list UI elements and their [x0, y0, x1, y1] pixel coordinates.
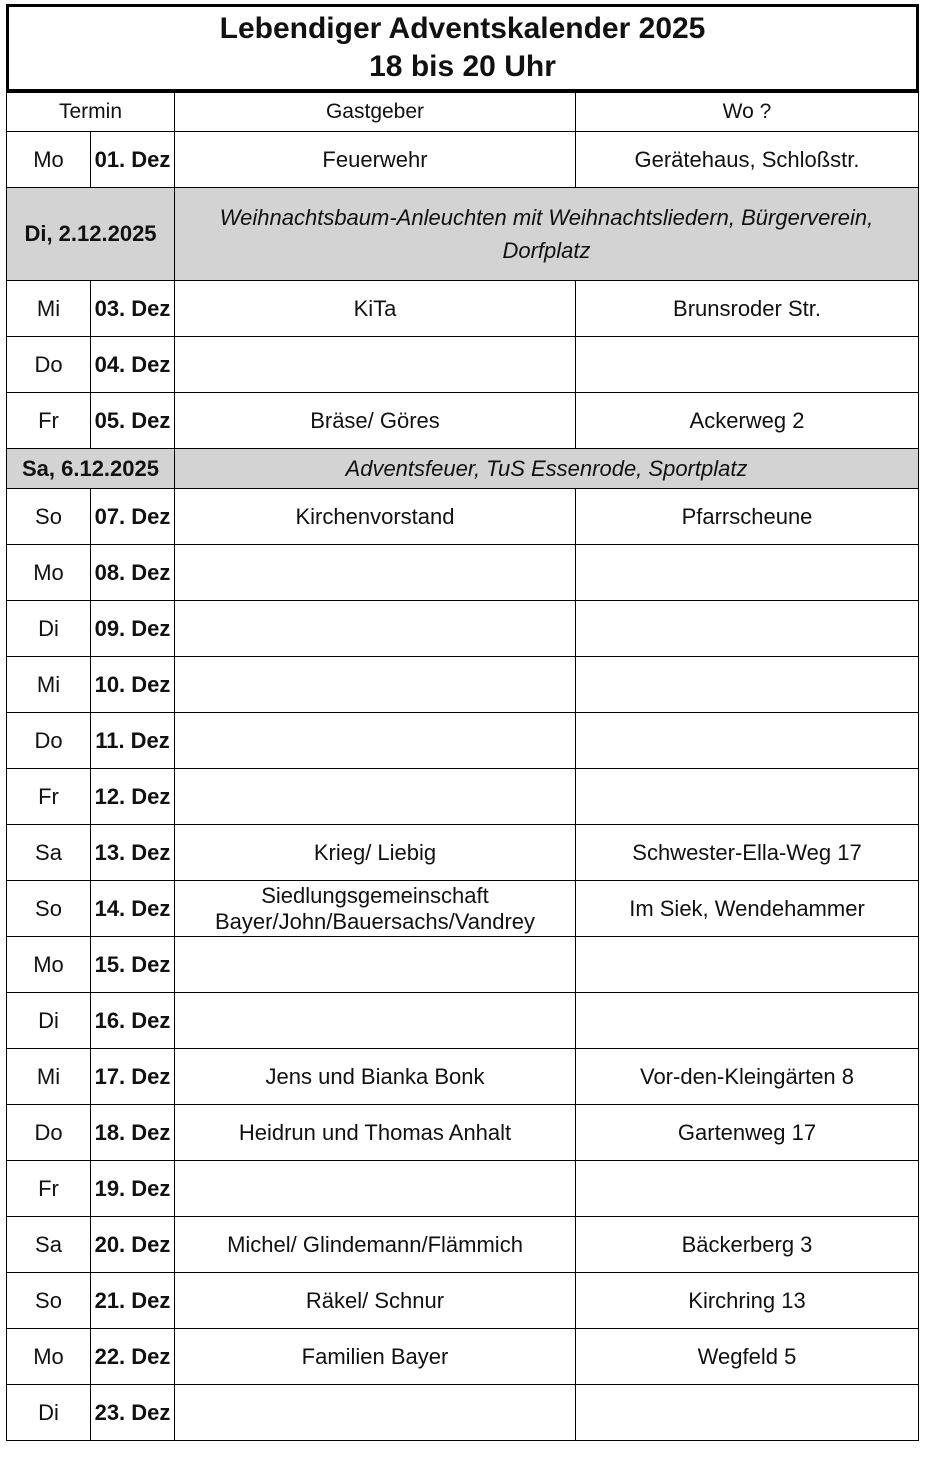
- location-cell: Vor-den-Kleingärten 8: [576, 1049, 919, 1105]
- day-cell: Do: [7, 1105, 91, 1161]
- header-wo: Wo ?: [576, 93, 919, 132]
- location-cell: [576, 657, 919, 713]
- host-cell: [175, 713, 576, 769]
- table-row: [7, 993, 919, 1049]
- day-cell: Mo: [7, 937, 91, 993]
- date-cell: 08. Dez: [91, 545, 175, 601]
- location-cell: Bäckerberg 3: [576, 1217, 919, 1273]
- date-cell: 13. Dez: [91, 825, 175, 881]
- host-cell: Jens und Bianka Bonk: [175, 1049, 576, 1105]
- date-cell: 19. Dez: [91, 1161, 175, 1217]
- table-row: [7, 1049, 919, 1105]
- host-cell: Feuerwehr: [175, 132, 576, 188]
- table-row: [7, 393, 919, 449]
- location-cell: [576, 545, 919, 601]
- special-date: Di, 2.12.2025: [7, 188, 175, 281]
- location-cell: Gerätehaus, Schloßstr.: [576, 132, 919, 188]
- date-cell: 11. Dez: [91, 713, 175, 769]
- host-cell: [175, 993, 576, 1049]
- location-cell: [576, 713, 919, 769]
- date-cell: 18. Dez: [91, 1105, 175, 1161]
- location-cell: [576, 1385, 919, 1441]
- day-cell: Do: [7, 713, 91, 769]
- host-cell: Kirchenvorstand: [175, 489, 576, 545]
- table-row: [7, 601, 919, 657]
- host-cell: Bräse/ Göres: [175, 393, 576, 449]
- host-cell: [175, 1385, 576, 1441]
- table-row: [7, 1161, 919, 1217]
- special-event-row: [7, 188, 919, 281]
- host-cell: Siedlungsgemeinschaft Bayer/John/Bauersachs/Vandrey: [175, 881, 576, 937]
- host-cell: KiTa: [175, 281, 576, 337]
- location-cell: Im Siek, Wendehammer: [576, 881, 919, 937]
- location-cell: Wegfeld 5: [576, 1329, 919, 1385]
- date-cell: 03. Dez: [91, 281, 175, 337]
- table-row: [7, 825, 919, 881]
- header-row: [7, 93, 919, 132]
- day-cell: So: [7, 881, 91, 937]
- day-cell: Mi: [7, 281, 91, 337]
- date-cell: 20. Dez: [91, 1217, 175, 1273]
- header-gastgeber: Gastgeber: [175, 93, 576, 132]
- day-cell: So: [7, 489, 91, 545]
- special-date: Sa, 6.12.2025: [7, 449, 175, 489]
- date-cell: 01. Dez: [91, 132, 175, 188]
- schedule-table: [6, 92, 919, 1441]
- host-cell: [175, 545, 576, 601]
- day-cell: Mi: [7, 1049, 91, 1105]
- table-row: [7, 281, 919, 337]
- title-line-1: Lebendiger Adventskalender 2025: [219, 12, 706, 45]
- date-cell: 23. Dez: [91, 1385, 175, 1441]
- day-cell: Di: [7, 993, 91, 1049]
- date-cell: 17. Dez: [91, 1049, 175, 1105]
- day-cell: Mi: [7, 657, 91, 713]
- header-termin: Termin: [7, 93, 175, 132]
- table-row: [7, 1217, 919, 1273]
- host-cell: Krieg/ Liebig: [175, 825, 576, 881]
- day-cell: Mo: [7, 545, 91, 601]
- table-row: [7, 769, 919, 825]
- table-row: [7, 713, 919, 769]
- date-cell: 21. Dez: [91, 1273, 175, 1329]
- table-row: [7, 657, 919, 713]
- host-cell: [175, 937, 576, 993]
- title-box: [6, 4, 919, 92]
- date-cell: 12. Dez: [91, 769, 175, 825]
- date-cell: 14. Dez: [91, 881, 175, 937]
- date-cell: 22. Dez: [91, 1329, 175, 1385]
- table-row: [7, 132, 919, 188]
- special-event-text: Adventsfeuer, TuS Essenrode, Sportplatz: [175, 449, 919, 489]
- location-cell: Brunsroder Str.: [576, 281, 919, 337]
- location-cell: Schwester-Ella-Weg 17: [576, 825, 919, 881]
- location-cell: [576, 1161, 919, 1217]
- day-cell: Mo: [7, 1329, 91, 1385]
- host-cell: Heidrun und Thomas Anhalt: [175, 1105, 576, 1161]
- location-cell: [576, 601, 919, 657]
- day-cell: Mo: [7, 132, 91, 188]
- table-row: [7, 545, 919, 601]
- day-cell: Di: [7, 1385, 91, 1441]
- location-cell: Ackerweg 2: [576, 393, 919, 449]
- day-cell: Sa: [7, 1217, 91, 1273]
- day-cell: Sa: [7, 825, 91, 881]
- location-cell: Pfarrscheune: [576, 489, 919, 545]
- location-cell: [576, 769, 919, 825]
- day-cell: Fr: [7, 393, 91, 449]
- date-cell: 16. Dez: [91, 993, 175, 1049]
- special-event-row: [7, 449, 919, 489]
- date-cell: 10. Dez: [91, 657, 175, 713]
- day-cell: Do: [7, 337, 91, 393]
- date-cell: 09. Dez: [91, 601, 175, 657]
- host-cell: [175, 1161, 576, 1217]
- location-cell: [576, 993, 919, 1049]
- host-cell: [175, 601, 576, 657]
- table-row: [7, 1385, 919, 1441]
- host-cell: Michel/ Glindemann/Flämmich: [175, 1217, 576, 1273]
- location-cell: Kirchring 13: [576, 1273, 919, 1329]
- day-cell: So: [7, 1273, 91, 1329]
- host-cell: [175, 769, 576, 825]
- table-row: [7, 489, 919, 545]
- location-cell: [576, 337, 919, 393]
- table-row: [7, 1273, 919, 1329]
- table-row: [7, 1105, 919, 1161]
- table-row: [7, 1329, 919, 1385]
- day-cell: Di: [7, 601, 91, 657]
- table-row: [7, 337, 919, 393]
- host-cell: [175, 657, 576, 713]
- date-cell: 05. Dez: [91, 393, 175, 449]
- host-cell: Familien Bayer: [175, 1329, 576, 1385]
- day-cell: Fr: [7, 769, 91, 825]
- date-cell: 15. Dez: [91, 937, 175, 993]
- table-row: [7, 881, 919, 937]
- date-cell: 04. Dez: [91, 337, 175, 393]
- host-cell: Räkel/ Schnur: [175, 1273, 576, 1329]
- date-cell: 07. Dez: [91, 489, 175, 545]
- day-cell: Fr: [7, 1161, 91, 1217]
- advent-calendar-sheet: [6, 4, 919, 1441]
- location-cell: [576, 937, 919, 993]
- location-cell: Gartenweg 17: [576, 1105, 919, 1161]
- special-event-text: Weihnachtsbaum-Anleuchten mit Weihnachtsliedern, Bürgerverein, Dorfplatz: [175, 188, 919, 281]
- table-row: [7, 937, 919, 993]
- title-line-2: 18 bis 20 Uhr: [369, 50, 556, 83]
- host-cell: [175, 337, 576, 393]
